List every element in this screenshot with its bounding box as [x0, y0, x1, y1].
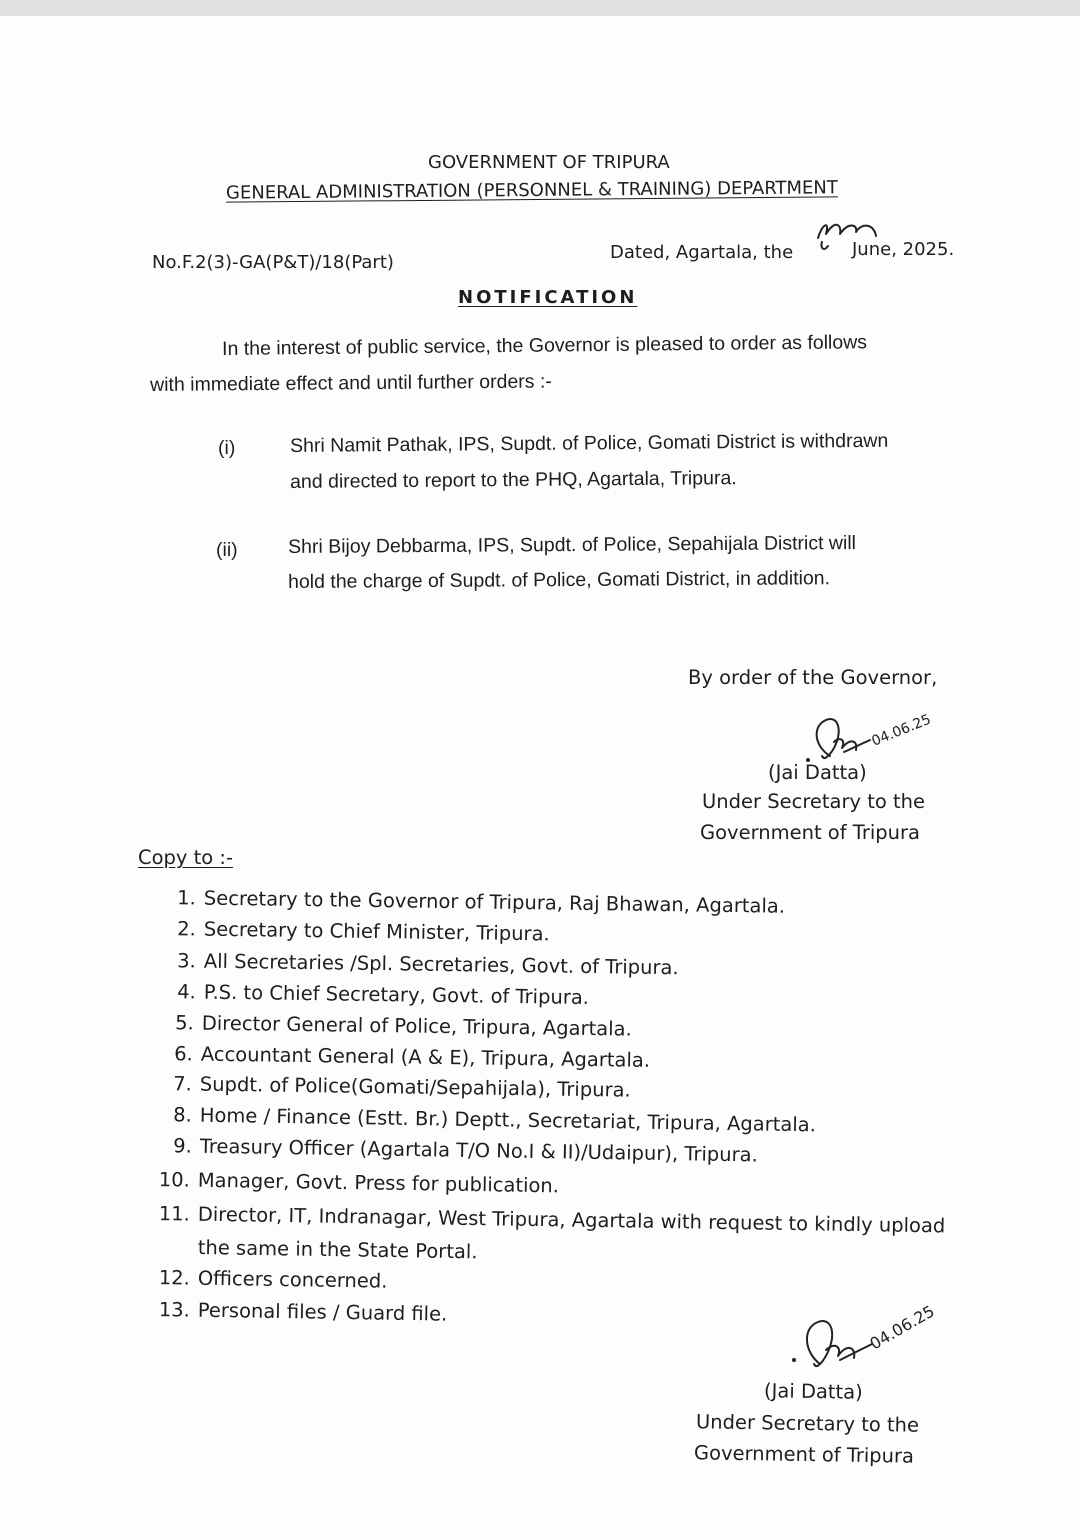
- order-2-line-1: Shri Bijoy Debbarma, IPS, Supdt. of Police, Sepahijala District will: [288, 532, 857, 558]
- signer-office-copy: Government of Tripura: [693, 1441, 915, 1468]
- department-heading: GENERAL ADMINISTRATION (PERSONNEL & TRAINING) DEPARTMENT: [225, 177, 838, 204]
- intro-line-2: with immediate effect and until further orders :-: [150, 370, 552, 396]
- copy-item-9: 9. Treasury Officer (Agartala T/O No.I & II)/Udaipur), Tripura.: [173, 1134, 758, 1167]
- copy-item-7: 7. Supdt. of Police(Gomati/Sepahijala), Tripura.: [173, 1072, 631, 1102]
- intro-line-1: In the interest of public service, the Governor is pleased to order as follows: [222, 331, 868, 360]
- order-1-line-2: and directed to report to the PHQ, Agartala, Tripura.: [290, 467, 737, 493]
- copy-item-4: 4. P.S. to Chief Secretary, Govt. of Tripura.: [177, 980, 590, 1009]
- signature-copy-date: 04.06.25: [866, 1301, 938, 1354]
- dated-prefix: Dated, Agartala, the: [610, 242, 794, 263]
- reference-number: No.F.2(3)-GA(P&T)/18(Part): [152, 252, 394, 273]
- order-2-line-2: hold the charge of Supdt. of Police, Gomati District, in addition.: [288, 567, 831, 593]
- notification-title: NOTIFICATION: [458, 287, 638, 308]
- signer-office-main: Government of Tripura: [700, 821, 920, 844]
- copy-item-2: 2. Secretary to Chief Minister, Tripura.: [177, 917, 550, 946]
- copy-item-5: 5. Director General of Police, Tripura, Agartala.: [175, 1011, 632, 1041]
- order-marker-2: (ii): [216, 539, 238, 561]
- copy-to-heading: Copy to :-: [138, 846, 234, 869]
- copy-item-3: 3. All Secretaries /Spl. Secretaries, Govt. of Tripura.: [177, 949, 679, 980]
- order-marker-1: (i): [218, 437, 236, 459]
- order-1-line-1: Shri Namit Pathak, IPS, Supdt. of Police, Gomati District is withdrawn: [290, 429, 889, 457]
- signer-designation-main: Under Secretary to the: [702, 790, 926, 813]
- copy-item-8: 8. Home / Finance (Estt. Br.) Deptt., Secretariat, Tripura, Agartala.: [173, 1103, 817, 1137]
- signature-main-date: 04.06.25: [869, 711, 934, 750]
- copy-item-13: 13. Personal files / Guard file.: [158, 1298, 448, 1326]
- copy-item-11-continuation: the same in the State Portal.: [197, 1236, 478, 1264]
- dated-suffix: June, 2025.: [852, 239, 955, 260]
- copy-item-10: 10. Manager, Govt. Press for publication.: [158, 1168, 560, 1198]
- signature-main: [800, 696, 940, 766]
- copy-item-12: 12. Officers concerned.: [158, 1266, 388, 1293]
- signature-copy: [790, 1276, 960, 1376]
- by-order-text: By order of the Governor,: [688, 666, 938, 689]
- signer-name-main: (Jai Datta): [768, 761, 867, 784]
- government-heading: GOVERNMENT OF TRIPURA: [428, 152, 670, 173]
- top-margin-bar: [0, 0, 1080, 16]
- copy-item-1: 1. Secretary to the Governor of Tripura, Raj Bhawan, Agartala.: [177, 886, 786, 918]
- signer-name-copy: (Jai Datta): [763, 1379, 863, 1404]
- copy-item-11: 11. Director, IT, Indranagar, West Tripura, Agartala with request to kindly upload: [158, 1202, 946, 1238]
- document-page: [0, 16, 1080, 1540]
- copy-item-6: 6. Accountant General (A & E), Tripura, Agartala.: [174, 1042, 651, 1072]
- signer-designation-copy: Under Secretary to the: [695, 1410, 920, 1437]
